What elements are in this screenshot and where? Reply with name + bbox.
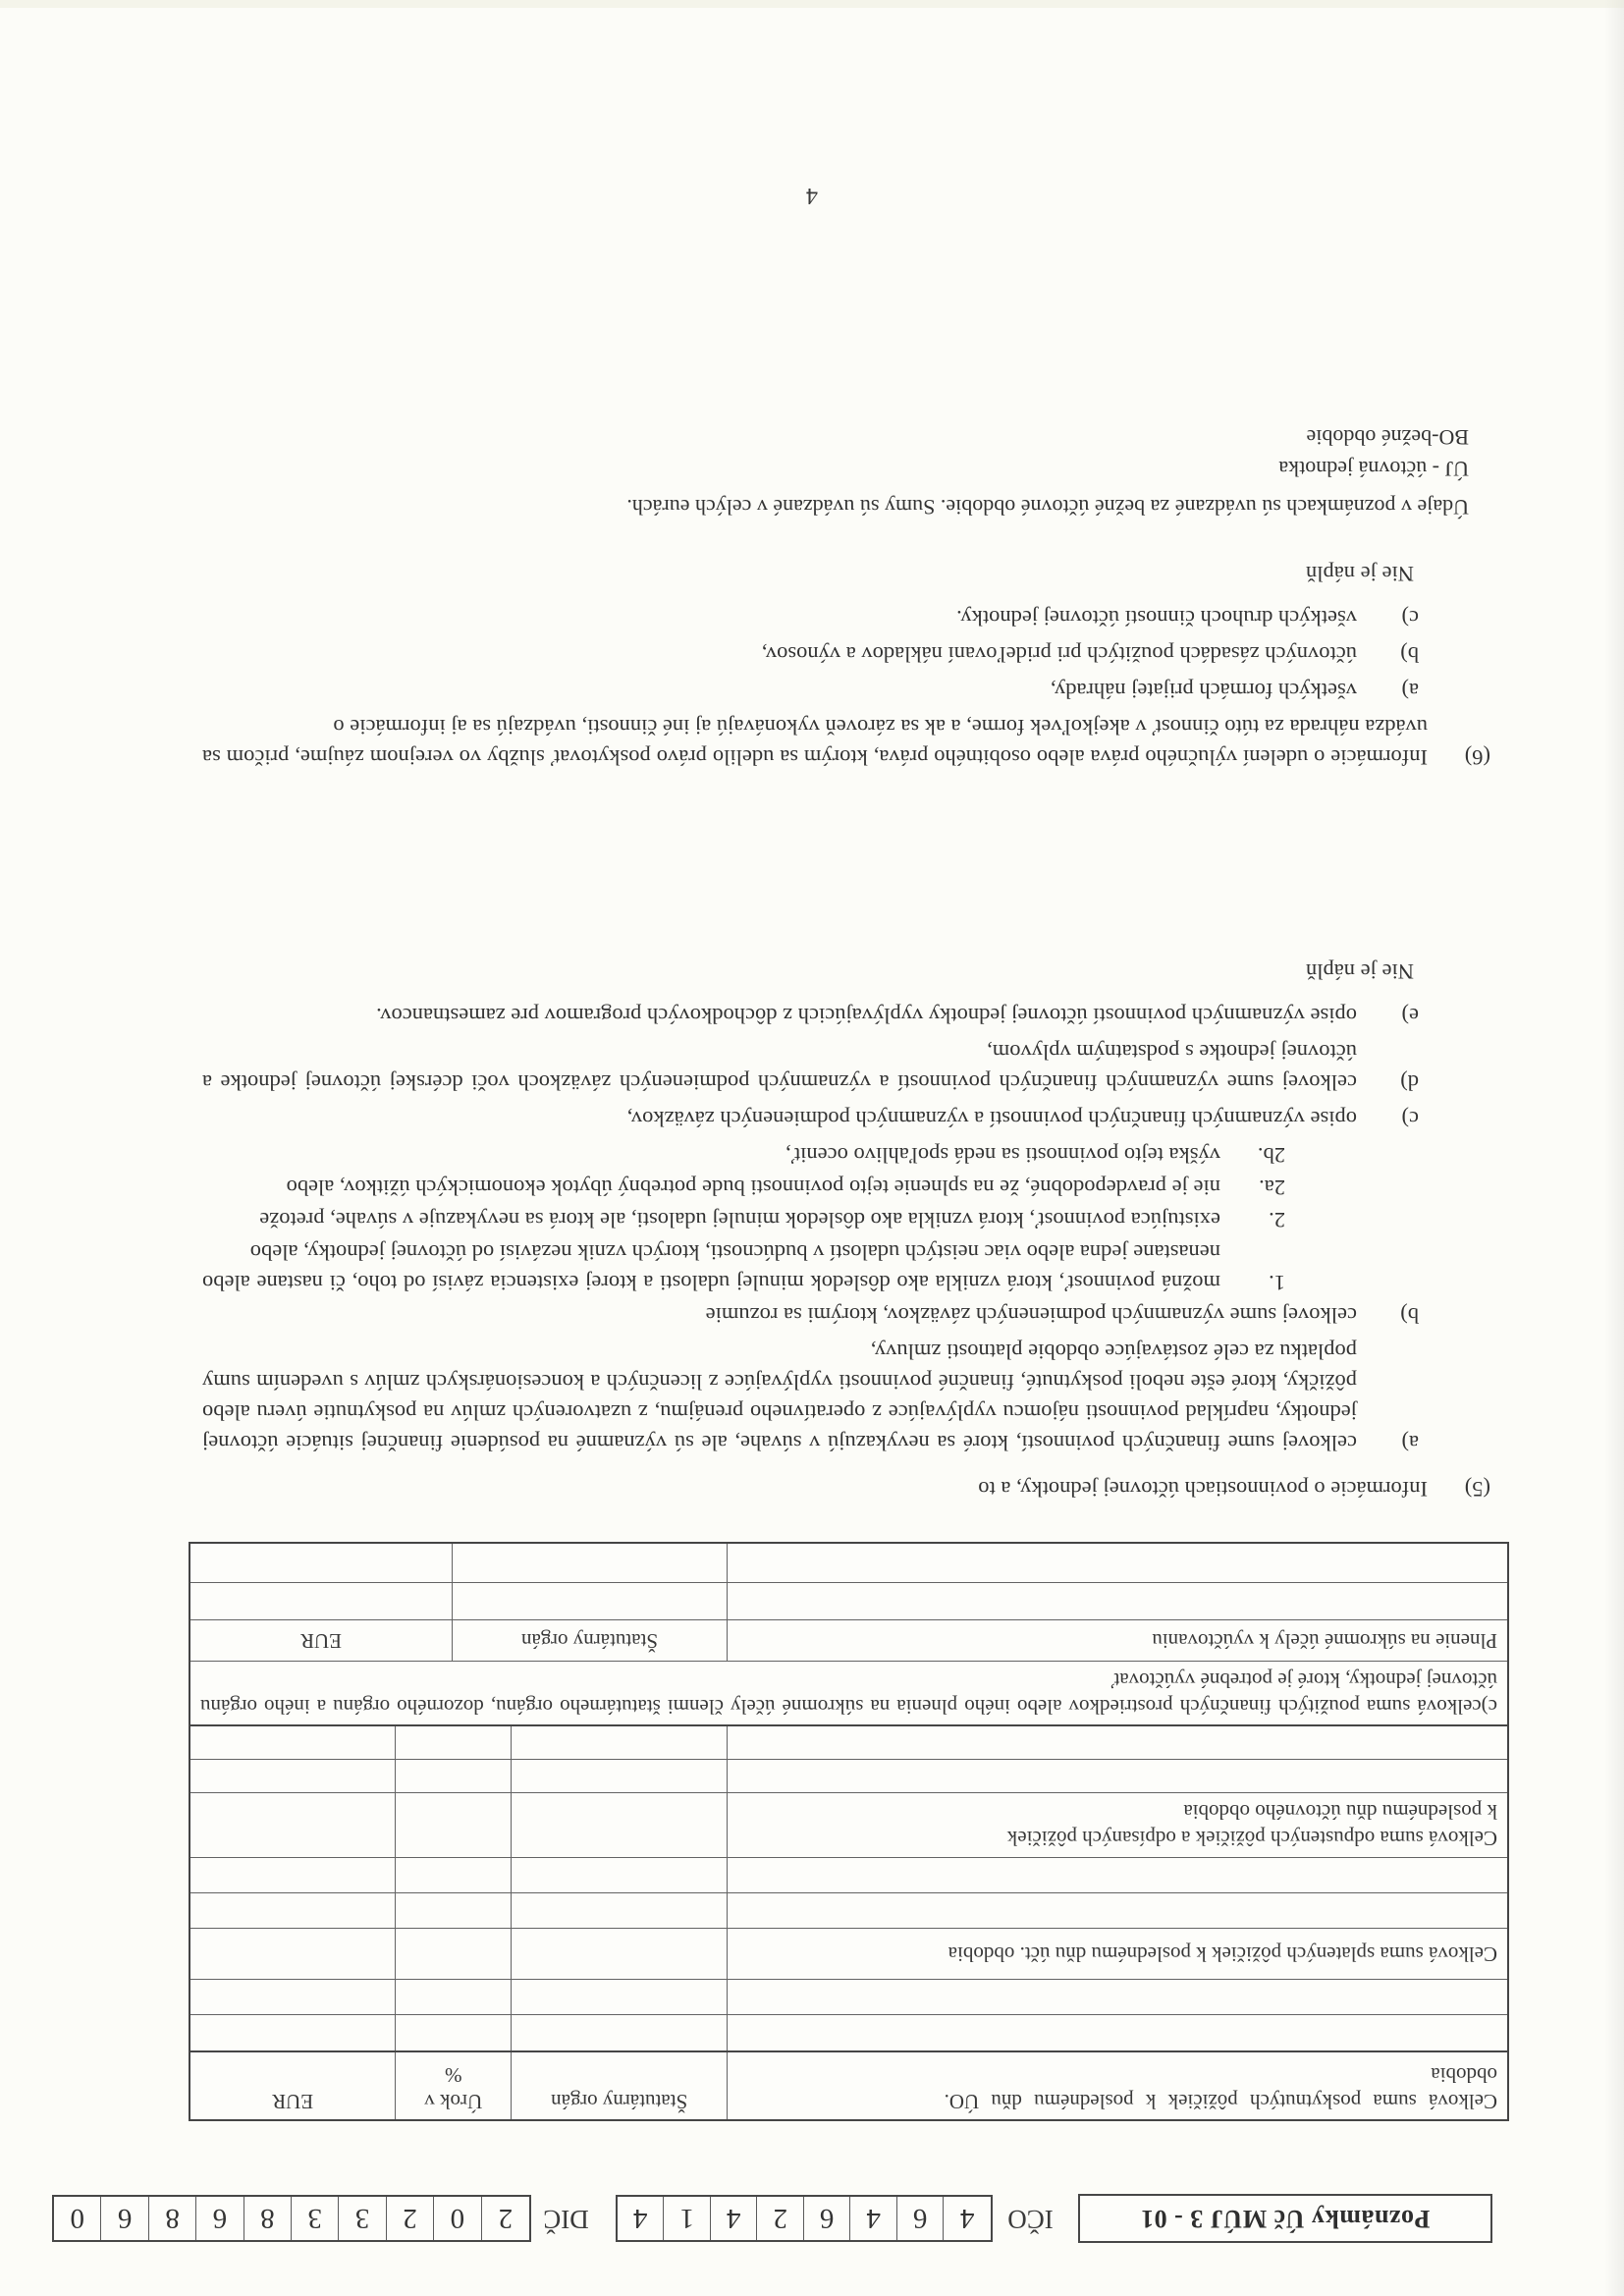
row-label: Celková suma poskytnutých pôžičiek k poslednému dňu ÚO. obdobia bbox=[944, 2063, 1497, 2113]
empty-cell bbox=[512, 1760, 728, 1792]
table-row-repaid-loans bbox=[190, 1929, 1507, 1980]
section-6-intro: (6) Informácie o udelení výlučného práva alebo osobitného práva, ktorým sa udelilo právo poskytovať služby vo verejnom záujme, pričom sa uvádza náhrada za túto činnosť v akejkoľvek forme, a ak sa zároveň vykonávajú aj iné činnosti, uvádzajú sa aj informácie o bbox=[202, 712, 1490, 773]
empty-cell bbox=[190, 1980, 396, 2014]
dic-digit-boxes bbox=[52, 2195, 531, 2242]
empty-cell bbox=[512, 2015, 728, 2050]
empty-cell bbox=[396, 2015, 512, 2050]
organ-cell: Štatutárny orgán bbox=[512, 2052, 728, 2119]
dic-digit: 6 bbox=[101, 2197, 148, 2240]
list-item-a: a) celkovej sume finančných povinností, ktoré sa nevykazujú v súvahe, ale sú významné na posúdenie finančnej situácie účtovnej jednotky, napríklad povinnosti nájomcu vyplývajúce z operatívneho prenájmu, z uzatvorených zmlúv na poskytnutie úveru alebo pôžičky, ktoré ešte neboli poskytnuté, finančné povinnosti vyplývajúce z licenčných a koncesionárskych zmlúv s uvedením sumy poplatku za celé zostávajúce obdobie platnosti zmluvy, bbox=[202, 1339, 1419, 1455]
empty-cell bbox=[190, 1726, 396, 1759]
dic-digit: 3 bbox=[292, 2197, 339, 2240]
ico-digit: 2 bbox=[758, 2197, 805, 2240]
empty-cell bbox=[728, 1760, 1507, 1792]
table-row-private-use bbox=[190, 1620, 1507, 1662]
dic-digit: 2 bbox=[387, 2197, 434, 2240]
ico-digit: 1 bbox=[665, 2197, 712, 2240]
ico-digit-boxes bbox=[616, 2195, 993, 2242]
list-item-a: a) všetkých formách prijatej náhrady, bbox=[1050, 679, 1419, 703]
dic-label: DIČ bbox=[543, 2205, 589, 2235]
ico-label: IČO bbox=[1007, 2205, 1054, 2235]
table-row-empty bbox=[190, 1760, 1507, 1793]
row-label: Celková suma splatených pôžičiek k poslednému dňu účt. obdobia bbox=[947, 1942, 1497, 1966]
footnote-line: BO-bežné obdobie bbox=[1306, 425, 1469, 450]
footnotes bbox=[626, 422, 1469, 522]
list-item-b: b) účtovných zásadách použitých pri prideľovaní nákladov a výnosov, bbox=[761, 642, 1419, 667]
empty-cell bbox=[728, 1980, 1507, 2014]
empty-cell bbox=[396, 1858, 512, 1892]
loans-table bbox=[189, 1542, 1509, 2121]
empty-cell bbox=[453, 1583, 728, 1619]
empty-cell bbox=[396, 1929, 512, 1979]
empty-cell bbox=[728, 1858, 1507, 1892]
currency-cell: EUR bbox=[190, 1620, 453, 1661]
ico-digit: 4 bbox=[960, 2203, 975, 2235]
sub-item-2b: 2b. výška tejto povinnosti sa nedá spoľahlivo oceniť, bbox=[785, 1143, 1285, 1168]
sub-item-2a: 2a. nie je pravdepodobné, že na splnenie tejto povinnosti bude potrebný úbytok ekonomických úžitkov, alebo bbox=[286, 1175, 1285, 1200]
footnote-line: Údaje v poznámkach sú uvádzané za bežné účtovné obdobie. Sumy sú uvádzané v celých eurách. bbox=[626, 495, 1469, 519]
sub-item-1: 1. možná povinnosť, ktorá vznikla ako dôsledok minulej udalosti a ktorej existencia závisí od toho, či nastane alebo nenastane jedna alebo viac neistých udalostí v budúcnosti, ktorých vznik nezávisí od účtovnej jednotky, alebo bbox=[202, 1240, 1285, 1295]
value-cell bbox=[190, 1793, 396, 1857]
empty-cell bbox=[728, 1583, 1507, 1619]
dic-digit: 2 bbox=[498, 2203, 514, 2235]
interest-cell: Úrok v % bbox=[396, 2052, 512, 2119]
empty-cell bbox=[453, 1544, 728, 1582]
not-applicable-note: Nie je náplň bbox=[1306, 959, 1414, 984]
list-item-c: c) opise významných finančných povinností a významných podmienených záväzkov, bbox=[626, 1107, 1419, 1131]
organ-cell: Štatutárny orgán bbox=[453, 1620, 728, 1661]
table-row-empty bbox=[190, 1544, 1507, 1583]
scan-edge-top bbox=[0, 0, 1624, 8]
form-title: Poznámky Úč MÚJ 3 - 01 bbox=[1140, 2205, 1431, 2233]
table-row-empty bbox=[190, 1583, 1507, 1620]
empty-cell bbox=[512, 1893, 728, 1928]
empty-cell bbox=[396, 1980, 512, 2014]
table-row-granted-loans bbox=[190, 2052, 1507, 2119]
ico-digit: 4 bbox=[851, 2197, 898, 2240]
empty-cell bbox=[728, 1726, 1507, 1759]
row-label: c)celková suma použitých finančných prostriedkov alebo iného plnenia na súkromné účely členmi štatutárneho orgánu, dozorného orgánu a iného orgánu účtovnej jednotky, ktoré je potrebné vyúčtovať bbox=[200, 1668, 1497, 1719]
empty-cell bbox=[512, 1929, 728, 1979]
empty-cell bbox=[512, 1980, 728, 2014]
empty-cell bbox=[190, 1893, 396, 1928]
empty-cell bbox=[396, 1893, 512, 1928]
scan-edge-shade bbox=[1604, 0, 1624, 2296]
empty-cell bbox=[190, 1760, 396, 1792]
empty-cell bbox=[190, 1858, 396, 1892]
dic-digit: 0 bbox=[54, 2197, 101, 2240]
page-number: 4 bbox=[806, 183, 818, 208]
currency-cell: EUR bbox=[190, 2052, 396, 2119]
section-5-intro: (5) Informácie o povinnostiach účtovnej jednotky, a to bbox=[202, 1474, 1490, 1504]
empty-cell bbox=[728, 2015, 1507, 2050]
value-cell bbox=[190, 1583, 453, 1619]
ico-digit: 6 bbox=[897, 2197, 945, 2240]
form-header bbox=[52, 2193, 1492, 2244]
footnote-line: ÚJ - účtovná jednotka bbox=[1278, 457, 1469, 481]
table-row-empty bbox=[190, 1726, 1507, 1760]
empty-cell bbox=[190, 1544, 453, 1582]
dic-digit: 0 bbox=[434, 2197, 481, 2240]
not-applicable-note: Nie je náplň bbox=[1306, 562, 1414, 586]
table-row-empty bbox=[190, 1858, 1507, 1893]
section-5 bbox=[202, 957, 1490, 1504]
section-number: (5) bbox=[1464, 1477, 1490, 1502]
ico-digit: 4 bbox=[618, 2197, 665, 2240]
empty-cell bbox=[512, 1793, 728, 1857]
form-title-box bbox=[1078, 2194, 1492, 2243]
table-row-forgiven-loans bbox=[190, 1793, 1507, 1858]
table-row-empty bbox=[190, 2015, 1507, 2052]
dic-digit: 6 bbox=[196, 2197, 244, 2240]
ico-digit: 6 bbox=[804, 2197, 851, 2240]
value-cell bbox=[190, 1929, 396, 1979]
empty-cell bbox=[396, 1726, 512, 1759]
list-item-b: b) celkovej sume významných podmienených záväzkov, ktorými sa rozumie bbox=[705, 1303, 1419, 1328]
table-row-empty bbox=[190, 1980, 1507, 2015]
sub-item-2: 2. existujúca povinnosť, ktorá vznikla ako dôsledok minulej udalosti, ale ktorá sa nevykazuje v súvahe, pretože bbox=[259, 1208, 1285, 1232]
dic-digit: 8 bbox=[244, 2197, 292, 2240]
table-row-empty bbox=[190, 1893, 1507, 1929]
empty-cell bbox=[396, 1793, 512, 1857]
empty-cell bbox=[512, 1858, 728, 1892]
list-item-e: e) opise významných povinností účtovnej jednotky vyplývajúcich z dôchodkových programov pre zamestnancov. bbox=[376, 1004, 1419, 1028]
row-label: Celková suma odpustených pôžičiek a odpísaných pôžičiek k poslednému dňu účtovného obdobia bbox=[1006, 1800, 1497, 1851]
empty-cell bbox=[396, 1760, 512, 1792]
section-number: (6) bbox=[1464, 745, 1490, 770]
section-6 bbox=[202, 559, 1490, 773]
table-row-private-use-heading bbox=[190, 1662, 1507, 1726]
row-label: Plnenie na súkromné účely k vyúčtovaniu bbox=[1152, 1629, 1497, 1653]
ico-digit: 4 bbox=[711, 2197, 758, 2240]
dic-digit: 3 bbox=[339, 2197, 386, 2240]
dic-digit: 8 bbox=[149, 2197, 196, 2240]
empty-cell bbox=[728, 1893, 1507, 1928]
list-item-d: d) celkovej sume významných finančných povinností a významných podmienených záväzkoch voči dcérskej účtovnej jednotke a účtovnej jednotke s podstatným vplyvom, bbox=[202, 1040, 1419, 1095]
empty-cell bbox=[728, 1544, 1507, 1582]
list-item-c: c) všetkých druhoch činností účtovnej jednotky. bbox=[956, 606, 1419, 630]
empty-cell bbox=[512, 1726, 728, 1759]
value-cell bbox=[190, 2015, 396, 2050]
